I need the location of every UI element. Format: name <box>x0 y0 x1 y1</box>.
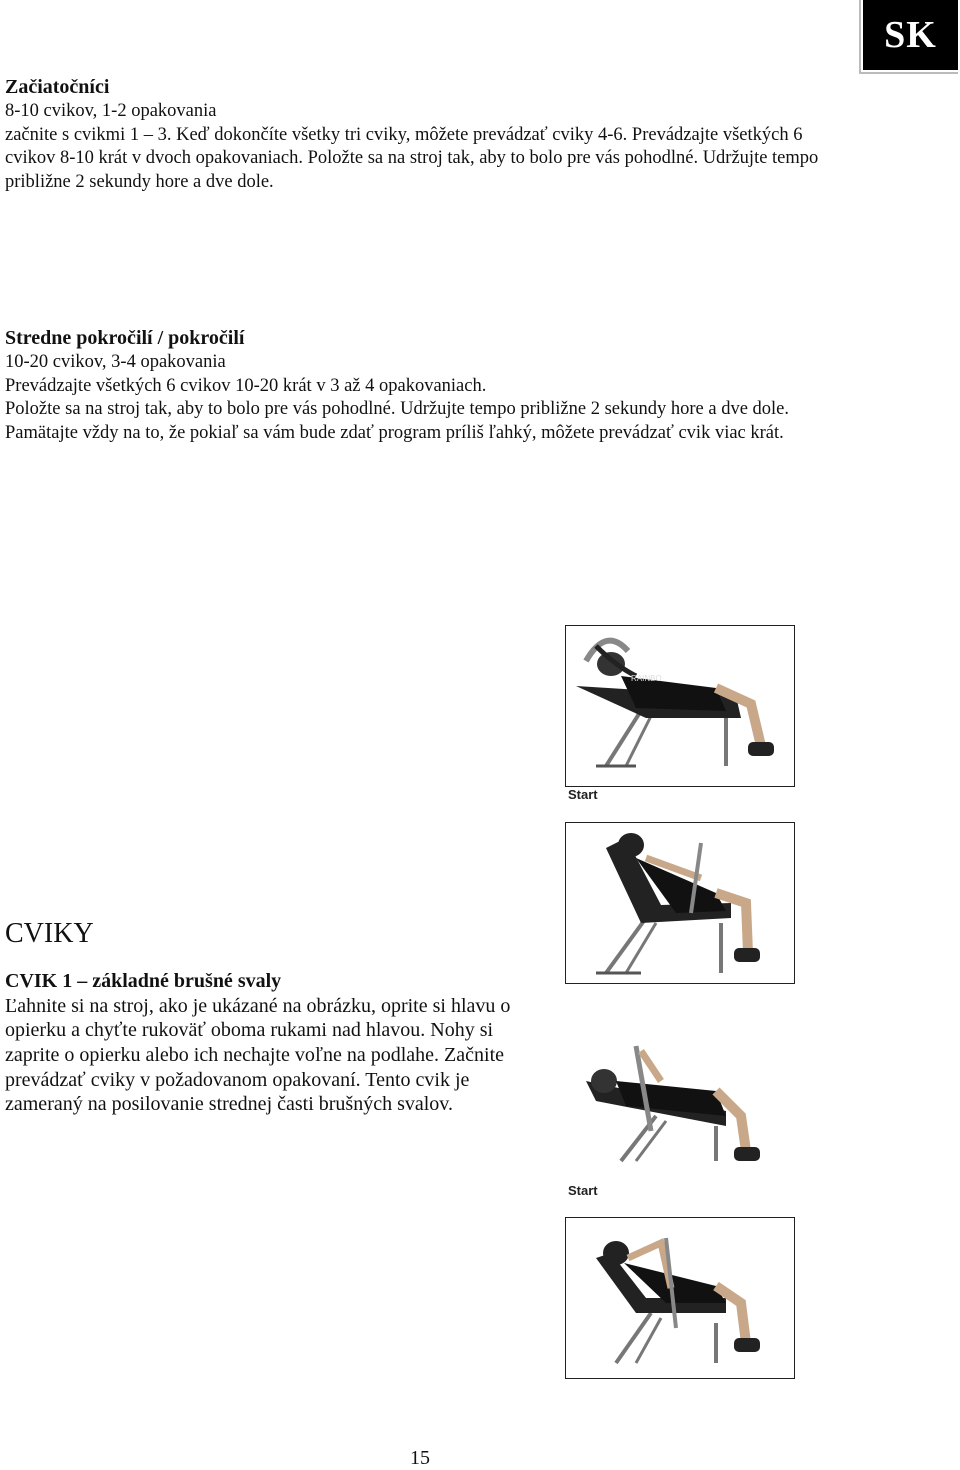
exercise-1-body: Ľahnite si na stroj, ako je ukázané na obrázku, oprite si hlavu o opierku a chyťte rukoväť oboma rukami nad hlavou. Nohy si zaprite o opierku alebo ich nechajte voľne na podlahe. Začnite prevádzať cviky v požadovanom opakovaní. Tento cvik je zameraný na posilovanie strednej časti brušných svalov. <box>5 994 511 1116</box>
page-number: 15 <box>410 1447 430 1469</box>
section-advanced <box>5 327 835 446</box>
language-badge: SK <box>863 0 958 70</box>
section-exercises <box>5 918 545 1117</box>
figure-caption-2: Start <box>568 1183 598 1198</box>
figure-illustration-2 <box>566 823 794 983</box>
section-title-advanced: Stredne pokročilí / pokročilí <box>5 327 245 349</box>
exercise-1-title: CVIK 1 – základné brušné svaly <box>5 970 282 992</box>
exercise-figure-start-2 <box>565 1020 795 1182</box>
exercise-figure-start-1 <box>565 625 795 787</box>
figure-illustration-1 <box>566 626 794 786</box>
advanced-line-2: Prevádzajte všetkých 6 cvikov 10-20 krát v 3 až 4 opakovaniach. <box>5 375 487 396</box>
advanced-line-4: Pamätajte vždy na to, že pokiaľ sa vám bude zdať program príliš ľahký, môžete prevádzať cvik viac krát. <box>5 423 784 444</box>
beginners-line-1: 8-10 cvikov, 1-2 opakovania <box>5 100 217 121</box>
section-title-beginners: Začiatočníci <box>5 76 110 98</box>
advanced-line-3: Položte sa na stroj tak, aby to bolo pre vás pohodlné. Udržujte tempo približne 2 sekundy hore a dve dole. <box>5 399 790 420</box>
exercises-heading: CVIKY <box>5 918 94 949</box>
brand-label-1: RAINBO <box>631 674 662 683</box>
figure-caption-1: Start <box>568 787 598 802</box>
figure-illustration-3 <box>566 1021 794 1181</box>
section-beginners <box>5 76 835 195</box>
figure-illustration-4 <box>566 1218 794 1378</box>
advanced-line-1: 10-20 cvikov, 3-4 opakovania <box>5 351 226 372</box>
exercise-figure-end-2 <box>565 1217 795 1379</box>
exercise-figure-end-1 <box>565 822 795 984</box>
beginners-line-2: začnite s cvikmi 1 – 3. Keď dokončíte všetky tri cviky, môžete prevádzať cviky 4-6. Prevádzajte všetkých 6 cvikov 8-10 krát v dvoch opakovaniach. Položte sa na stroj tak, aby to bolo pre vás pohodlné. Udržujte tempo približne 2 sekundy hore a dve dole. <box>5 124 819 193</box>
